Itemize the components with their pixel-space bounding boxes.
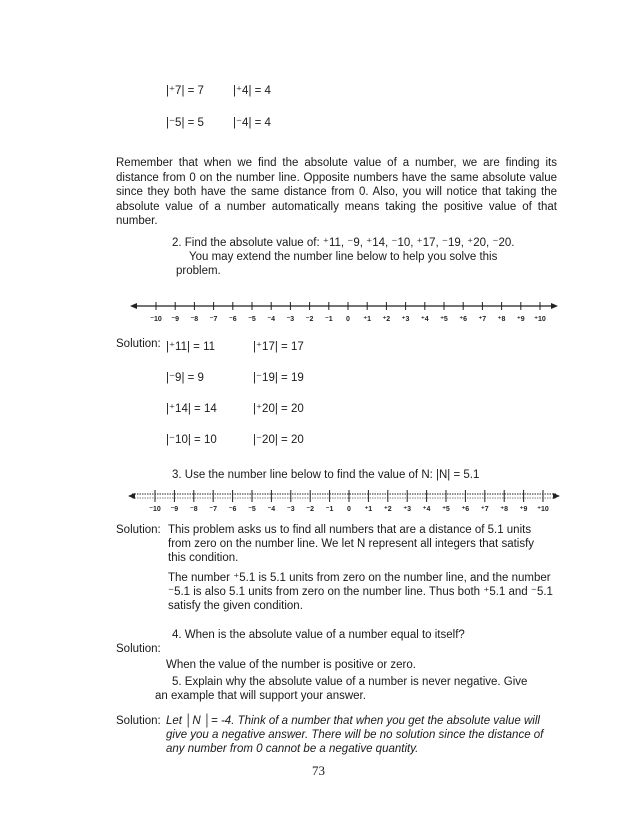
- number-line-2-tick-label: ⁻2: [306, 506, 314, 513]
- q2-sol-pos11: |⁺11| = 11: [166, 341, 216, 353]
- number-line-2-tick-label: 0: [347, 506, 351, 513]
- number-line-2-tick-label: ⁺8: [500, 506, 508, 513]
- q5-solution-line1: Let │N │= -4. Think of a number that when you get the absolute value will: [166, 715, 540, 727]
- abs-example-pos4: |⁺4| = 4: [233, 85, 271, 97]
- q3-solution-p2-line2: ⁻5.1 is also 5.1 units from zero on the number line. Thus both ⁺5.1 and ⁻5.1: [168, 586, 553, 598]
- number-line-1-tick-label: ⁻9: [171, 316, 179, 323]
- q2-sol-pos20: |⁺20| = 20: [253, 403, 304, 415]
- q3-solution-label: Solution:: [116, 524, 161, 536]
- q2-solution-label: Solution:: [116, 338, 161, 350]
- number-line-1-tick-label: 0: [346, 316, 350, 323]
- question-2: 2. Find the absolute value of: ⁺11, ⁻9, ⁺14, ⁻10, ⁺17, ⁻19, ⁺20, ⁻20.: [172, 237, 515, 249]
- number-line-2-tick-label: ⁻8: [190, 506, 198, 513]
- number-line-1-tick-label: ⁻5: [248, 316, 256, 323]
- q4-answer: When the value of the number is positive or zero.: [166, 659, 416, 671]
- number-line-2-tick-label: ⁺10: [537, 506, 549, 513]
- q3-solution-p1-line1: This problem asks us to find all numbers that are a distance of 5.1 units: [168, 524, 532, 536]
- abs-example-neg4: |⁻4| = 4: [233, 117, 271, 129]
- number-line-1-tick-label: ⁻2: [305, 316, 314, 323]
- number-line-1-tick-label: ⁺1: [363, 316, 371, 323]
- number-line-1-tick-label: ⁺9: [517, 316, 525, 323]
- number-line-2-tick-label: ⁻10: [149, 506, 161, 513]
- abs-example-neg5: |⁻5| = 5: [166, 117, 204, 129]
- number-line-1-tick-label: ⁻7: [209, 316, 218, 323]
- number-line-2-tick-label: ⁺9: [519, 506, 528, 513]
- number-line-1-tick-label: ⁺10: [534, 316, 546, 323]
- q3-solution-p2-line1: The number ⁺5.1 is 5.1 units from zero on the number line, and the number: [168, 572, 551, 584]
- question-4: 4. When is the absolute value of a number equal to itself?: [172, 629, 465, 641]
- q2-sol-pos14: |⁺14| = 14: [166, 403, 217, 415]
- number-line-2-tick-label: ⁻6: [228, 506, 237, 513]
- number-line-1-tick-label: ⁻1: [325, 316, 333, 323]
- number-line-1-tick-label: ⁺5: [440, 316, 448, 323]
- number-line-1-tick-label: ⁺8: [497, 316, 506, 323]
- q5-solution-line2: give you a negative answer. There will be no solution since the distance of: [166, 729, 544, 741]
- question-2-line3: problem.: [176, 265, 221, 277]
- number-line-1-tick-label: ⁻4: [267, 316, 275, 323]
- number-line-2-tick-label: ⁺1: [364, 506, 373, 513]
- number-line-1-tick-label: ⁺6: [459, 316, 467, 323]
- number-line-2-tick-label: ⁺2: [384, 506, 392, 513]
- q3-solution-p1-line2: from zero on the number line. We let N represent all integers that satisfy: [168, 538, 535, 550]
- number-line-2-tick-label: ⁺3: [403, 506, 411, 513]
- q2-sol-neg19: |⁻19| = 19: [253, 372, 304, 384]
- question-2-line2: You may extend the number line below to help you solve this: [189, 251, 498, 263]
- number-line-2-tick-label: ⁺7: [481, 506, 489, 513]
- number-line-1-tick-label: ⁻8: [190, 316, 199, 323]
- number-line-1-tick-label: ⁺2: [382, 316, 391, 323]
- q4-solution-label: Solution:: [116, 643, 161, 655]
- q5-solution-line3: any number from 0 cannot be a negative quantity.: [166, 743, 419, 755]
- q3-solution-p1-line3: this condition.: [168, 552, 239, 564]
- number-line-1: [128, 296, 560, 326]
- number-line-2-tick-label: ⁺6: [461, 506, 470, 513]
- page-number: 73: [312, 763, 325, 778]
- number-line-1-tick-label: ⁻10: [150, 316, 162, 323]
- question-5-line2: an example that will support your answer.: [155, 690, 366, 702]
- q3-solution-p2-line3: satisfy the given condition.: [168, 600, 303, 612]
- number-line-1-tick-label: ⁺3: [401, 316, 410, 323]
- question-5-line1: 5. Explain why the absolute value of a number is never negative. Give: [172, 676, 528, 688]
- number-line-2-tick-label: ⁻3: [287, 506, 295, 513]
- q2-sol-neg10: |⁻10| = 10: [166, 434, 217, 446]
- number-line-2-tick-label: ⁺5: [442, 506, 450, 513]
- number-line-2-tick-label: ⁻9: [170, 506, 179, 513]
- number-line-1-tick-label: ⁻6: [229, 316, 237, 323]
- remember-paragraph: Remember that when we find the absolute value of a number, we are finding its distance from 0 on the number line. Opposite numbers have the same absolute value since they both have the same distance from 0. Also, you will notice that taking the absolute value of a number automatically means taking the positive value of that number.: [116, 157, 557, 227]
- number-line-2-tick-label: ⁻5: [248, 506, 256, 513]
- q2-sol-pos17: |⁺17| = 17: [253, 341, 304, 353]
- number-line-2-tick-label: ⁻7: [209, 506, 217, 513]
- number-line-1-tick-label: ⁺7: [478, 316, 487, 323]
- number-line-2-axis: [128, 493, 560, 499]
- number-line-2-tick-label: ⁻1: [325, 506, 334, 513]
- question-3: 3. Use the number line below to find the value of N: |N| = 5.1: [172, 469, 480, 481]
- number-line-1-tick-label: ⁺4: [421, 316, 429, 323]
- q2-sol-neg20: |⁻20| = 20: [253, 434, 304, 446]
- number-line-2: [126, 486, 562, 516]
- number-line-1-tick-label: ⁻3: [286, 316, 295, 323]
- abs-example-pos7: |⁺7| = 7: [166, 85, 204, 97]
- number-line-2-tick-label: ⁻4: [267, 506, 276, 513]
- number-line-2-tick-label: ⁺4: [422, 506, 431, 513]
- q5-solution-label: Solution:: [116, 715, 161, 727]
- q2-sol-neg9: |⁻9| = 9: [166, 372, 204, 384]
